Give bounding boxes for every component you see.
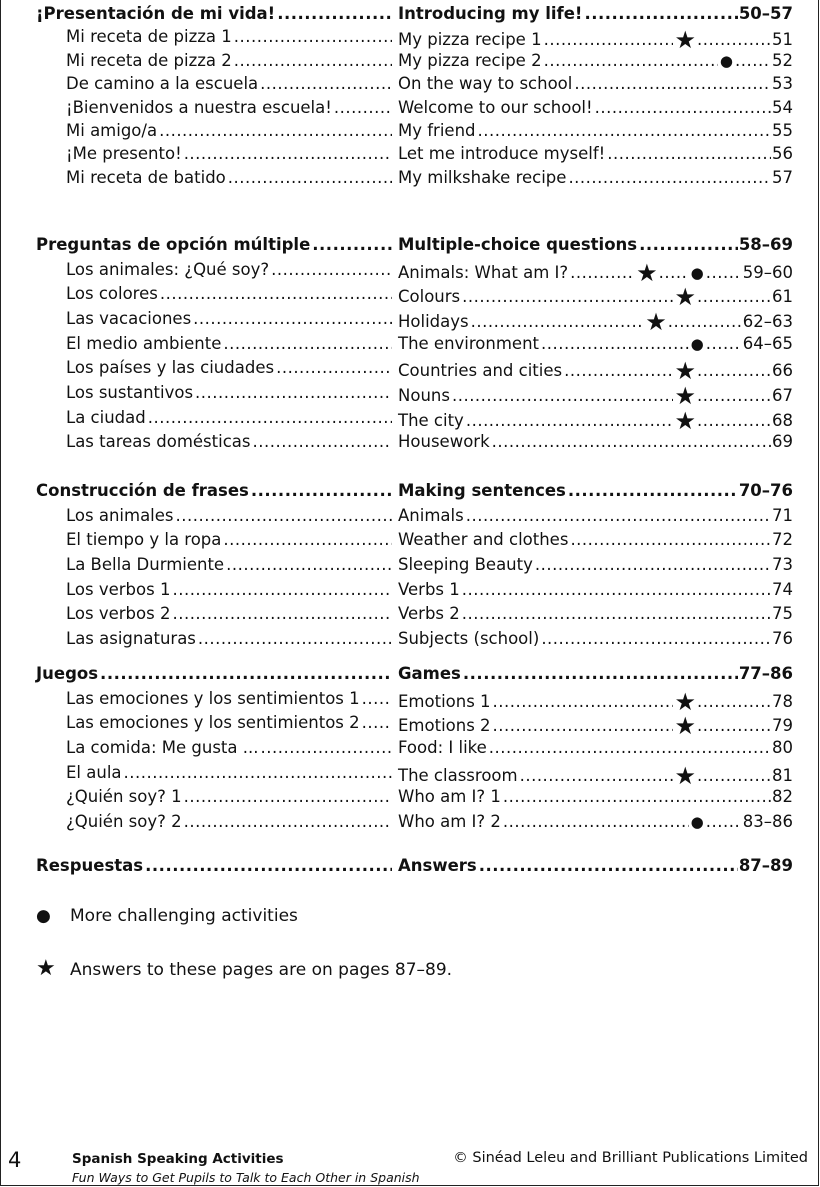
dot-leader	[172, 580, 392, 599]
toc-entry-en	[398, 406, 793, 435]
toc-entry-es-text: ¡Bienvenidos a nuestra escuela!	[66, 97, 332, 117]
dot-leader	[462, 604, 771, 623]
toc-entry-es	[66, 689, 392, 713]
toc-entry-en-text: Weather and clothes	[398, 530, 569, 550]
star-icon: ★	[674, 687, 696, 716]
toc-entry-en	[398, 381, 793, 410]
toc-entry-es	[66, 74, 392, 98]
toc-entry-en-text: Who am I? 1	[398, 787, 501, 807]
toc-entry-es	[66, 432, 392, 456]
toc-entry-es-text: Los colores	[66, 284, 158, 304]
toc-entry-es-text: Los países y las ciudades	[66, 358, 275, 378]
entry-pages: 81	[772, 765, 793, 785]
toc-entry-es	[66, 713, 392, 737]
bullet-icon: ●	[690, 334, 704, 353]
toc-entry-en-text: My pizza recipe 1	[398, 30, 542, 50]
dot-leader	[312, 235, 392, 254]
toc-entry-en-text: My pizza recipe 2	[398, 50, 542, 70]
section-heading-es-text: Preguntas de opción múltiple	[36, 235, 311, 254]
dot-leader	[697, 716, 771, 735]
copyright: © Sinéad Leleu and Brilliant Publications Limited	[453, 1150, 808, 1166]
toc-entry-es	[66, 812, 392, 836]
toc-entry-en-text: Let me introduce myself!	[398, 144, 606, 164]
entry-pages: 79	[772, 716, 793, 736]
star-icon: ★	[674, 761, 696, 790]
legend-dot	[36, 903, 298, 929]
toc-entry-en	[398, 144, 793, 168]
entry-pages: 67	[772, 385, 793, 405]
section-heading-en	[398, 856, 793, 880]
toc-entry-es	[66, 284, 392, 308]
book-title: Spanish Speaking Activities	[72, 1151, 284, 1167]
toc-entry-es	[66, 738, 392, 762]
toc-entry-en-text: Animals: What am I?	[398, 262, 569, 282]
entry-pages: 80	[772, 737, 793, 757]
section-heading-es-text: ¡Presentación de mi vida!	[36, 4, 276, 23]
toc-entry-en-text: Emotions 1	[398, 691, 491, 711]
entry-pages: 68	[772, 410, 793, 430]
toc-entry-en-text: Housework	[398, 432, 490, 452]
toc-entry-es-text: Mi receta de pizza 1	[66, 27, 232, 47]
entry-pages: 75	[772, 604, 793, 624]
toc-entry-en-text: My friend	[398, 121, 476, 140]
toc-entry-en-text: Colours	[398, 287, 461, 307]
toc-entry-es-text: Los animales	[66, 505, 174, 525]
entry-pages: 72	[772, 530, 793, 550]
toc-entry-es-text: ¿Quién soy? 1	[66, 787, 182, 807]
legend-star-text: Answers to these pages are on pages 87–89.	[70, 960, 453, 980]
toc-entry-en	[398, 787, 793, 811]
toc-entry-en	[398, 761, 793, 790]
toc-entry-es-text: La Bella Durmiente	[66, 554, 225, 574]
toc-entry-es	[66, 555, 392, 579]
entry-pages: 54	[772, 97, 793, 117]
section-pages: 70–76	[738, 481, 793, 500]
entry-pages: 64–65	[742, 333, 793, 353]
section-heading-es	[36, 235, 392, 259]
section-pages: 77–86	[738, 664, 793, 683]
section-pages: 87–89	[738, 856, 793, 875]
dot-leader	[697, 766, 771, 785]
toc-entry-es-text: El medio ambiente	[66, 333, 222, 353]
entry-pages: 82	[772, 787, 793, 807]
dot-leader	[184, 787, 392, 806]
toc-entry-en-text: Verbs 1	[398, 579, 460, 599]
dot-leader	[544, 51, 718, 70]
star-icon: ★	[674, 406, 696, 435]
toc-entry-es	[66, 506, 392, 530]
toc-entry-en	[398, 98, 793, 122]
dot-leader	[466, 411, 674, 430]
toc-entry-es	[66, 168, 392, 192]
entry-pages: 51	[772, 30, 793, 50]
section-heading-en-text: Multiple-choice questions	[398, 235, 638, 254]
dot-leader	[223, 334, 392, 353]
toc-entry-es	[66, 334, 392, 358]
dot-leader	[697, 287, 771, 306]
star-icon: ★	[674, 357, 696, 386]
toc-entry-es	[66, 530, 392, 554]
section-heading-en-text: Making sentences	[398, 481, 566, 500]
toc-entry-en-text: Countries and cities	[398, 361, 563, 381]
bullet-icon: ●	[719, 51, 733, 70]
toc-entry-en	[398, 580, 793, 604]
toc-entry-es-text: Mi amigo/a	[66, 121, 158, 140]
dot-leader	[570, 263, 635, 282]
toc-entry-en-text: Holidays	[398, 311, 469, 331]
toc-entry-es-text: De camino a la escuela	[66, 74, 259, 94]
dot-leader	[659, 263, 689, 282]
dot-leader	[584, 4, 737, 23]
toc-entry-en-text: My milkshake recipe	[398, 167, 567, 187]
section-heading-es	[36, 4, 392, 28]
toc-entry-en-text: The environment	[398, 333, 540, 353]
dot-leader	[697, 30, 771, 49]
dot-leader	[639, 235, 738, 254]
dot-leader	[503, 812, 689, 831]
toc-entry-en	[398, 357, 793, 386]
dot-leader	[489, 738, 771, 757]
dot-leader	[145, 856, 392, 875]
toc-entry-es	[66, 629, 392, 653]
dot-leader	[574, 74, 771, 93]
toc-entry-en-text: Emotions 2	[398, 716, 491, 736]
section-heading-es-text: Juegos	[36, 664, 99, 683]
dot-leader	[148, 408, 392, 427]
dot-leader	[198, 629, 392, 648]
bullet-icon: ●	[690, 812, 704, 831]
toc-entry-en-text: Animals	[398, 505, 464, 525]
toc-entry-es	[66, 98, 392, 122]
dot-leader	[607, 144, 771, 163]
entry-pages: 66	[772, 361, 793, 381]
section-pages: 58–69	[738, 235, 793, 254]
dot-leader	[362, 713, 392, 732]
entry-pages: 57	[772, 167, 793, 187]
dot-leader	[160, 284, 392, 303]
section-heading-es	[36, 856, 392, 880]
page-number: 4	[8, 1148, 22, 1172]
toc-entry-en-text: On the way to school	[398, 74, 573, 94]
toc-entry-en	[398, 432, 793, 456]
legend-star	[36, 956, 452, 982]
dot-leader	[492, 432, 771, 451]
section-heading-en	[398, 235, 793, 259]
toc-entry-es	[66, 27, 392, 51]
star-icon: ★	[674, 26, 696, 55]
dot-leader	[479, 856, 738, 875]
toc-entry-es	[66, 51, 392, 75]
entry-pages: 78	[772, 691, 793, 711]
section-heading-en-text: Answers	[398, 856, 477, 875]
dot-leader	[541, 334, 689, 353]
toc-entry-es	[66, 309, 392, 333]
star-icon: ★	[636, 258, 658, 287]
toc-entry-en	[398, 506, 793, 530]
toc-entry-en-text: Welcome to our school!	[398, 97, 593, 117]
toc-entry-en	[398, 629, 793, 653]
dot-leader	[668, 312, 742, 331]
section-heading-en	[398, 4, 793, 28]
dot-leader	[706, 812, 742, 831]
toc-entry-es-text: Las vacaciones	[66, 308, 192, 328]
toc-entry-es-text: Mi receta de batido	[66, 167, 226, 187]
entry-pages: 74	[772, 579, 793, 599]
toc-entry-es-text: ¡Me presento!	[66, 144, 182, 164]
section-heading-es	[36, 664, 392, 688]
toc-entry-en	[398, 555, 793, 579]
book-subtitle: Fun Ways to Get Pupils to Talk to Each Other in Spanish	[72, 1170, 420, 1185]
toc-entry-en	[398, 687, 793, 716]
dot-leader	[568, 481, 738, 500]
toc-entry-en	[398, 812, 793, 836]
dot-leader	[564, 361, 673, 380]
dot-leader	[184, 812, 392, 831]
dot-leader	[277, 4, 392, 23]
dot-leader	[735, 51, 771, 70]
dot-leader	[271, 260, 392, 279]
entry-pages: 83–86	[742, 811, 793, 831]
dot-leader	[544, 30, 674, 49]
section-pages: 50–57	[738, 4, 793, 23]
dot-leader	[478, 121, 771, 140]
toc-entry-es	[66, 121, 392, 145]
toc-entry-en-text: Sleeping Beauty	[398, 554, 533, 574]
toc-entry-es	[66, 580, 392, 604]
bullet-icon: ●	[690, 263, 704, 282]
toc-entry-es-text: La comida: Me gusta ...	[66, 737, 259, 757]
entry-pages: 56	[772, 144, 793, 164]
dot-leader	[226, 555, 392, 574]
toc-entry-en	[398, 530, 793, 554]
dot-leader	[706, 334, 742, 353]
dot-leader	[595, 98, 771, 117]
toc-entry-es	[66, 787, 392, 811]
dot-leader	[462, 287, 673, 306]
star-icon: ★	[674, 712, 696, 741]
toc-entry-en-text: Verbs 2	[398, 604, 460, 624]
dot-leader	[697, 386, 771, 405]
toc-entry-es-text: El tiempo y la ropa	[66, 530, 222, 550]
entry-pages: 61	[772, 287, 793, 307]
dot-leader	[334, 98, 392, 117]
section-heading-es-text: Respuestas	[36, 856, 144, 875]
toc-entry-es	[66, 383, 392, 407]
toc-entry-en-text: Food: I like	[398, 737, 487, 757]
dot-leader	[252, 432, 392, 451]
dot-leader	[223, 530, 392, 549]
entry-pages: 62–63	[742, 311, 793, 331]
toc-entry-en	[398, 121, 793, 145]
toc-entry-es-text: ¿Quién soy? 2	[66, 811, 182, 831]
toc-entry-en	[398, 258, 793, 287]
legend-dot-text: More challenging activities	[70, 906, 298, 926]
toc-entry-en	[398, 738, 793, 762]
toc-entry-en-text: Nouns	[398, 385, 450, 405]
section-heading-en	[398, 664, 793, 688]
toc-entry-es-text: Las emociones y los sentimientos 1	[66, 688, 360, 708]
toc-entry-es-text: La ciudad	[66, 407, 146, 427]
toc-entry-es	[66, 604, 392, 628]
toc-entry-en-text: Subjects (school)	[398, 628, 540, 648]
star-icon: ★	[674, 381, 696, 410]
dot-leader	[452, 386, 674, 405]
dot-leader	[535, 555, 771, 574]
toc-entry-en-text: The city	[398, 410, 464, 430]
dot-leader	[172, 604, 392, 623]
dot-leader	[228, 168, 392, 187]
dot-leader	[159, 121, 392, 140]
entry-pages: 76	[772, 628, 793, 648]
dot-leader	[176, 506, 392, 525]
dot-leader	[184, 144, 392, 163]
dot-leader	[234, 51, 392, 70]
section-heading-en-text: Games	[398, 664, 461, 683]
dot-leader	[697, 361, 771, 380]
dot-leader	[276, 358, 392, 377]
toc-entry-en	[398, 604, 793, 628]
toc-entry-es-text: Los animales: ¿Qué soy?	[66, 259, 270, 279]
toc-entry-es-text: Los verbos 2	[66, 604, 171, 624]
toc-entry-en-text: The classroom	[398, 765, 518, 785]
toc-entry-es-text: Las tareas domésticas	[66, 432, 251, 452]
toc-entry-es	[66, 763, 392, 787]
toc-entry-es-text: El aula	[66, 762, 122, 782]
toc-entry-es-text: Los verbos 1	[66, 579, 171, 599]
dot-leader	[570, 530, 771, 549]
dot-leader	[466, 506, 771, 525]
dot-leader	[251, 481, 392, 500]
toc-entry-es	[66, 260, 392, 284]
toc-entry-es	[66, 358, 392, 382]
entry-pages: 71	[772, 505, 793, 525]
entry-pages: 53	[772, 74, 793, 94]
entry-pages: 73	[772, 554, 793, 574]
star-icon: ★	[36, 956, 56, 981]
dot-leader	[541, 629, 771, 648]
dot-leader	[362, 689, 392, 708]
toc-entry-en	[398, 74, 793, 98]
dot-leader	[493, 716, 674, 735]
toc-entry-es-text: Las emociones y los sentimientos 2	[66, 713, 360, 733]
toc-entry-es-text: Mi receta de pizza 2	[66, 50, 232, 70]
star-icon: ★	[674, 283, 696, 312]
entry-pages: 69	[772, 432, 793, 452]
toc-entry-en	[398, 283, 793, 312]
dot-leader	[463, 664, 738, 683]
section-heading-en-text: Introducing my life!	[398, 4, 583, 23]
toc-entry-es-text: Las asignaturas	[66, 628, 196, 648]
toc-entry-en	[398, 334, 793, 358]
dot-leader	[568, 168, 771, 187]
toc-entry-es	[66, 144, 392, 168]
toc-entry-en	[398, 168, 793, 192]
dot-leader	[493, 692, 674, 711]
section-heading-en	[398, 481, 793, 505]
entry-pages: 55	[772, 121, 793, 140]
dot-leader	[234, 27, 392, 46]
toc-entry-en	[398, 26, 793, 55]
toc-entry-en	[398, 51, 793, 75]
dot-leader	[503, 787, 771, 806]
section-heading-es-text: Construcción de frases	[36, 481, 249, 500]
dot-leader	[520, 766, 674, 785]
toc-entry-en-text: Who am I? 2	[398, 811, 501, 831]
dot-leader	[124, 763, 392, 782]
section-heading-es	[36, 481, 392, 505]
dot-leader	[195, 383, 392, 402]
dot-leader	[260, 74, 392, 93]
dot-leader	[260, 738, 392, 757]
dot-leader	[100, 664, 392, 683]
dot-leader	[697, 411, 771, 430]
dot-leader	[706, 263, 742, 282]
dot-leader	[193, 309, 392, 328]
dot-leader	[462, 580, 771, 599]
toc-entry-en	[398, 307, 793, 336]
bullet-icon: ●	[36, 906, 51, 926]
entry-pages: 59–60	[742, 262, 793, 282]
toc-entry-es-text: Los sustantivos	[66, 382, 194, 402]
entry-pages: 52	[772, 50, 793, 70]
toc-entry-en	[398, 712, 793, 741]
star-icon: ★	[645, 307, 667, 336]
dot-leader	[697, 692, 771, 711]
dot-leader	[471, 312, 645, 331]
toc-entry-es	[66, 408, 392, 432]
